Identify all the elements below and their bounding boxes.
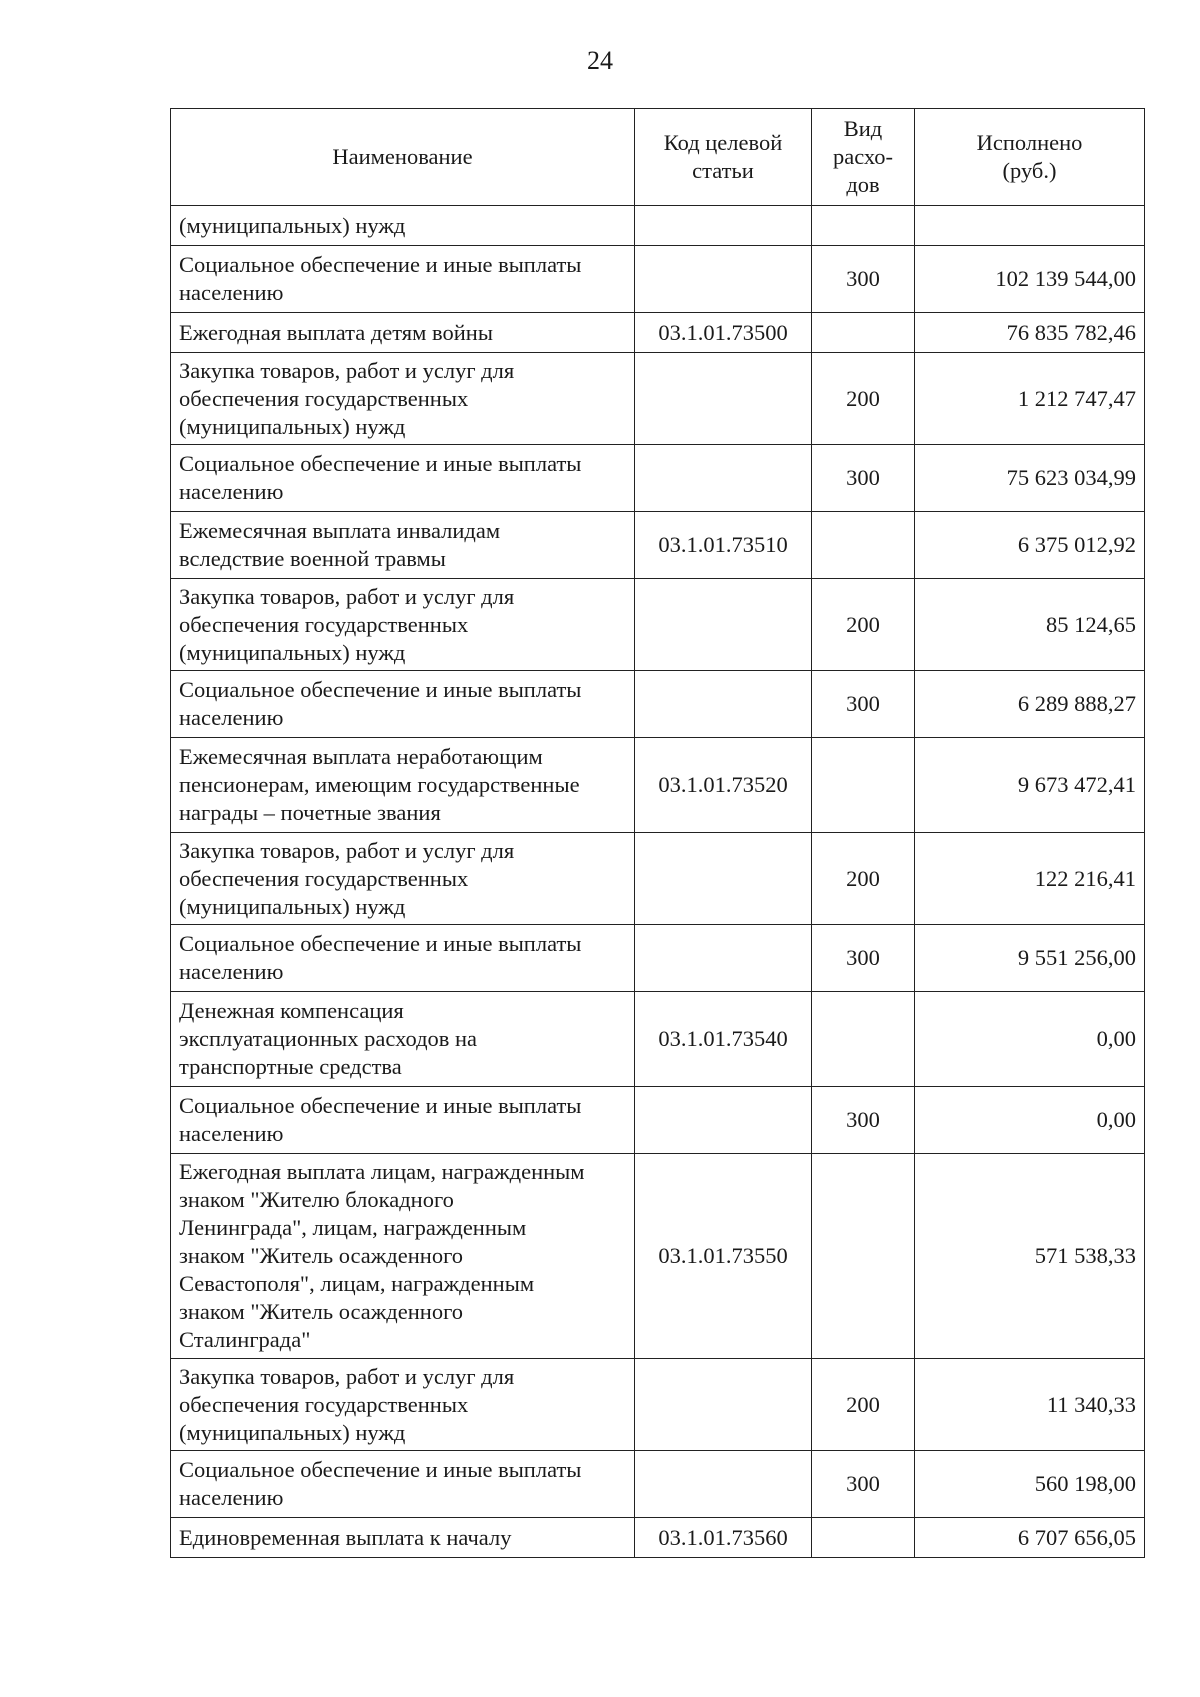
cell-name-line: Ежемесячная выплата неработающим — [179, 744, 543, 769]
cell-name-line: Закупка товаров, работ и услуг для — [179, 1363, 515, 1389]
cell-name-line: Ежемесячная выплата инвалидам — [179, 518, 501, 543]
cell-code: 03.1.01.73540 — [635, 992, 812, 1087]
cell-sum: 85 124,65 — [915, 579, 1145, 671]
cell-name-line: обеспечения государственных — [179, 385, 469, 411]
cell-code — [635, 206, 812, 246]
cell-name-line: (муниципальных) нужд — [179, 212, 406, 238]
cell-name — [171, 1087, 635, 1154]
cell-name — [171, 925, 635, 992]
table-row — [171, 992, 1145, 1087]
cell-name — [171, 313, 635, 353]
header-code: Код целевой статьи — [635, 109, 812, 206]
cell-name-line: Социальное обеспечение и иные выплаты — [179, 451, 582, 476]
cell-name — [171, 671, 635, 738]
cell-type — [812, 313, 915, 353]
table-row — [171, 445, 1145, 512]
cell-name-line: Социальное обеспечение и иные выплаты — [179, 1457, 582, 1482]
cell-name-line: обеспечения государственных — [179, 1391, 469, 1417]
table-row — [171, 1451, 1145, 1518]
cell-type: 300 — [812, 1451, 915, 1518]
cell-sum: 560 198,00 — [915, 1451, 1145, 1518]
table-row — [171, 738, 1145, 833]
cell-code — [635, 445, 812, 512]
cell-sum: 122 216,41 — [915, 833, 1145, 925]
cell-name-line: Социальное обеспечение и иные выплаты — [179, 677, 582, 702]
table-row — [171, 313, 1145, 353]
cell-sum: 9 673 472,41 — [915, 738, 1145, 833]
table-row — [171, 1087, 1145, 1154]
header-name: Наименование — [171, 109, 635, 206]
cell-name-line: (муниципальных) нужд — [179, 893, 406, 919]
cell-name-line: (муниципальных) нужд — [179, 639, 406, 665]
cell-name-line: Ежегодная выплата лицам, награжденным — [179, 1159, 585, 1184]
cell-code: 03.1.01.73520 — [635, 738, 812, 833]
cell-sum: 6 707 656,05 — [915, 1518, 1145, 1558]
cell-name-line: Сталинграда" — [179, 1327, 311, 1352]
table-row — [171, 512, 1145, 579]
cell-name — [171, 246, 635, 313]
cell-name — [171, 512, 635, 579]
table-row — [171, 925, 1145, 992]
cell-name-line: населению — [179, 1121, 284, 1146]
table-row — [171, 353, 1145, 445]
cell-sum: 75 623 034,99 — [915, 445, 1145, 512]
table-row — [171, 1154, 1145, 1359]
cell-sum: 102 139 544,00 — [915, 246, 1145, 313]
cell-type: 200 — [812, 1359, 915, 1451]
cell-code: 03.1.01.73510 — [635, 512, 812, 579]
cell-name-line: вследствие военной травмы — [179, 546, 446, 571]
table-row — [171, 206, 1145, 246]
cell-name-line: (муниципальных) нужд — [179, 1419, 406, 1445]
cell-sum: 6 289 888,27 — [915, 671, 1145, 738]
cell-code — [635, 833, 812, 925]
cell-name-line: Единовременная выплата к началу — [179, 1524, 512, 1550]
cell-code — [635, 353, 812, 445]
cell-name-line: населению — [179, 280, 284, 305]
cell-name-line: Закупка товаров, работ и услуг для — [179, 837, 515, 863]
cell-name-line: знаком "Житель осажденного — [179, 1243, 463, 1268]
cell-name-line: Закупка товаров, работ и услуг для — [179, 357, 515, 383]
cell-name-line: обеспечения государственных — [179, 611, 469, 637]
cell-name — [171, 1359, 635, 1451]
cell-name-line: населению — [179, 705, 284, 730]
cell-code — [635, 579, 812, 671]
cell-type — [812, 992, 915, 1087]
cell-name-line: Социальное обеспечение и иные выплаты — [179, 1093, 582, 1118]
cell-type — [812, 1518, 915, 1558]
cell-name — [171, 579, 635, 671]
cell-type: 200 — [812, 833, 915, 925]
cell-type — [812, 512, 915, 579]
cell-code — [635, 1451, 812, 1518]
cell-code: 03.1.01.73500 — [635, 313, 812, 353]
cell-sum: 0,00 — [915, 992, 1145, 1087]
cell-name-line: эксплуатационных расходов на — [179, 1026, 478, 1051]
cell-type: 200 — [812, 353, 915, 445]
cell-name-line: транспортные средства — [179, 1054, 402, 1079]
cell-name-line: населению — [179, 479, 284, 504]
cell-name-line: обеспечения государственных — [179, 865, 469, 891]
table-row — [171, 833, 1145, 925]
cell-code: 03.1.01.73550 — [635, 1154, 812, 1359]
cell-type: 300 — [812, 925, 915, 992]
cell-name — [171, 353, 635, 445]
cell-name-line: знаком "Жителю блокадного — [179, 1187, 454, 1212]
cell-name-line: Денежная компенсация — [179, 998, 404, 1023]
page-number: 24 — [587, 46, 613, 75]
table-body — [171, 206, 1145, 1558]
cell-name-line: Социальное обеспечение и иные выплаты — [179, 931, 582, 956]
header-type: Вид расхо- дов — [812, 109, 915, 206]
cell-name — [171, 992, 635, 1087]
cell-name — [171, 738, 635, 833]
cell-sum: 0,00 — [915, 1087, 1145, 1154]
table-row — [171, 246, 1145, 313]
cell-name-line: Ленинграда", лицам, награжденным — [179, 1215, 527, 1240]
cell-name — [171, 1154, 635, 1359]
cell-type: 300 — [812, 671, 915, 738]
cell-type — [812, 738, 915, 833]
budget-table — [170, 108, 1145, 1558]
cell-name-line: Севастополя", лицам, награжденным — [179, 1271, 535, 1296]
cell-sum: 1 212 747,47 — [915, 353, 1145, 445]
header-sum: Исполнено (руб.) — [915, 109, 1145, 206]
cell-name — [171, 206, 635, 246]
table-row — [171, 671, 1145, 738]
cell-name — [171, 1451, 635, 1518]
cell-sum: 76 835 782,46 — [915, 313, 1145, 353]
cell-code — [635, 246, 812, 313]
cell-sum: 9 551 256,00 — [915, 925, 1145, 992]
cell-type: 300 — [812, 1087, 915, 1154]
cell-type: 300 — [812, 246, 915, 313]
cell-sum: 11 340,33 — [915, 1359, 1145, 1451]
cell-code — [635, 1359, 812, 1451]
cell-code: 03.1.01.73560 — [635, 1518, 812, 1558]
cell-name-line: знаком "Житель осажденного — [179, 1299, 463, 1324]
cell-code — [635, 925, 812, 992]
cell-name-line: (муниципальных) нужд — [179, 413, 406, 439]
cell-code — [635, 1087, 812, 1154]
table-row — [171, 579, 1145, 671]
cell-name-line: Ежегодная выплата детям войны — [179, 319, 493, 345]
table-row — [171, 1359, 1145, 1451]
cell-name — [171, 833, 635, 925]
cell-type — [812, 1154, 915, 1359]
cell-sum: 571 538,33 — [915, 1154, 1145, 1359]
cell-name-line: Закупка товаров, работ и услуг для — [179, 583, 515, 609]
cell-name — [171, 1518, 635, 1558]
cell-sum: 6 375 012,92 — [915, 512, 1145, 579]
cell-type: 300 — [812, 445, 915, 512]
cell-name-line: Социальное обеспечение и иные выплаты — [179, 252, 582, 277]
table-row — [171, 1518, 1145, 1558]
cell-code — [635, 671, 812, 738]
cell-name — [171, 445, 635, 512]
cell-sum — [915, 206, 1145, 246]
cell-name-line: населению — [179, 1485, 284, 1510]
cell-name-line: награды – почетные звания — [179, 800, 441, 825]
table-header-row — [171, 109, 1145, 206]
cell-name-line: пенсионерам, имеющим государственные — [179, 772, 580, 797]
cell-type — [812, 206, 915, 246]
cell-name-line: населению — [179, 959, 284, 984]
cell-type: 200 — [812, 579, 915, 671]
